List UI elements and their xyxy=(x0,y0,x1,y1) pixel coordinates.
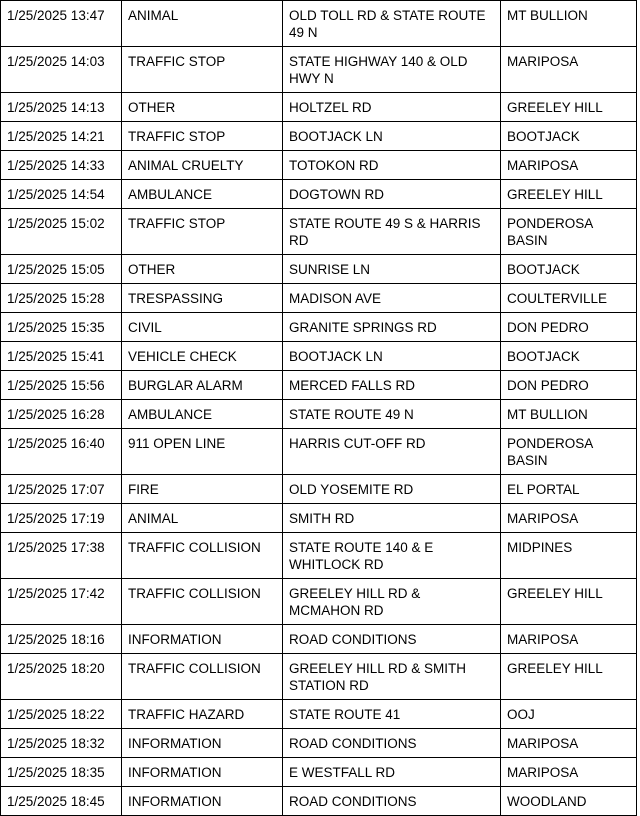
area-cell: GREELEY HILL xyxy=(501,579,637,625)
datetime-cell: 1/25/2025 15:28 xyxy=(1,284,122,313)
type-cell: TRESPASSING xyxy=(122,284,283,313)
area-cell: MT BULLION xyxy=(501,400,637,429)
datetime-cell: 1/25/2025 14:13 xyxy=(1,93,122,122)
datetime-cell: 1/25/2025 14:33 xyxy=(1,151,122,180)
datetime-cell: 1/25/2025 18:16 xyxy=(1,625,122,654)
location-cell: ROAD CONDITIONS xyxy=(283,787,501,816)
area-cell: DON PEDRO xyxy=(501,371,637,400)
datetime-cell: 1/25/2025 16:28 xyxy=(1,400,122,429)
area-cell: MARIPOSA xyxy=(501,729,637,758)
table-row xyxy=(1,533,637,579)
location-cell: E WESTFALL RD xyxy=(283,758,501,787)
type-cell: ANIMAL xyxy=(122,1,283,47)
table-row xyxy=(1,579,637,625)
type-cell: INFORMATION xyxy=(122,758,283,787)
location-cell: GRANITE SPRINGS RD xyxy=(283,313,501,342)
type-cell: TRAFFIC STOP xyxy=(122,209,283,255)
type-cell: AMBULANCE xyxy=(122,400,283,429)
type-cell: FIRE xyxy=(122,475,283,504)
type-cell: CIVIL xyxy=(122,313,283,342)
table-row xyxy=(1,93,637,122)
location-cell: HOLTZEL RD xyxy=(283,93,501,122)
table-row xyxy=(1,209,637,255)
datetime-cell: 1/25/2025 16:40 xyxy=(1,429,122,475)
datetime-cell: 1/25/2025 17:07 xyxy=(1,475,122,504)
location-cell: SMITH RD xyxy=(283,504,501,533)
type-cell: TRAFFIC COLLISION xyxy=(122,533,283,579)
location-cell: STATE ROUTE 49 N xyxy=(283,400,501,429)
table-row xyxy=(1,313,637,342)
location-cell: ROAD CONDITIONS xyxy=(283,625,501,654)
area-cell: MARIPOSA xyxy=(501,151,637,180)
table-row xyxy=(1,475,637,504)
table-row xyxy=(1,654,637,700)
datetime-cell: 1/25/2025 18:22 xyxy=(1,700,122,729)
location-cell: OLD YOSEMITE RD xyxy=(283,475,501,504)
area-cell: MARIPOSA xyxy=(501,504,637,533)
datetime-cell: 1/25/2025 14:03 xyxy=(1,47,122,93)
table-row xyxy=(1,429,637,475)
table-row xyxy=(1,371,637,400)
table-row xyxy=(1,342,637,371)
type-cell: ANIMAL xyxy=(122,504,283,533)
datetime-cell: 1/25/2025 15:35 xyxy=(1,313,122,342)
datetime-cell: 1/25/2025 15:56 xyxy=(1,371,122,400)
location-cell: HARRIS CUT-OFF RD xyxy=(283,429,501,475)
table-row xyxy=(1,625,637,654)
location-cell: SUNRISE LN xyxy=(283,255,501,284)
area-cell: GREELEY HILL xyxy=(501,93,637,122)
area-cell: GREELEY HILL xyxy=(501,180,637,209)
type-cell: TRAFFIC COLLISION xyxy=(122,654,283,700)
type-cell: OTHER xyxy=(122,93,283,122)
table-row xyxy=(1,700,637,729)
type-cell: TRAFFIC COLLISION xyxy=(122,579,283,625)
type-cell: TRAFFIC STOP xyxy=(122,47,283,93)
datetime-cell: 1/25/2025 14:54 xyxy=(1,180,122,209)
type-cell: 911 OPEN LINE xyxy=(122,429,283,475)
area-cell: PONDEROSA BASIN xyxy=(501,429,637,475)
location-cell: STATE ROUTE 49 S & HARRIS RD xyxy=(283,209,501,255)
area-cell: MIDPINES xyxy=(501,533,637,579)
type-cell: INFORMATION xyxy=(122,787,283,816)
location-cell: OLD TOLL RD & STATE ROUTE 49 N xyxy=(283,1,501,47)
location-cell: STATE ROUTE 41 xyxy=(283,700,501,729)
table-row xyxy=(1,284,637,313)
location-cell: MERCED FALLS RD xyxy=(283,371,501,400)
datetime-cell: 1/25/2025 18:35 xyxy=(1,758,122,787)
location-cell: STATE ROUTE 140 & E WHITLOCK RD xyxy=(283,533,501,579)
location-cell: BOOTJACK LN xyxy=(283,342,501,371)
datetime-cell: 1/25/2025 18:20 xyxy=(1,654,122,700)
location-cell: GREELEY HILL RD & MCMAHON RD xyxy=(283,579,501,625)
datetime-cell: 1/25/2025 15:05 xyxy=(1,255,122,284)
type-cell: INFORMATION xyxy=(122,625,283,654)
area-cell: MARIPOSA xyxy=(501,625,637,654)
area-cell: MARIPOSA xyxy=(501,758,637,787)
area-cell: EL PORTAL xyxy=(501,475,637,504)
datetime-cell: 1/25/2025 18:45 xyxy=(1,787,122,816)
area-cell: MT BULLION xyxy=(501,1,637,47)
type-cell: TRAFFIC HAZARD xyxy=(122,700,283,729)
table-row xyxy=(1,504,637,533)
type-cell: INFORMATION xyxy=(122,729,283,758)
type-cell: ANIMAL CRUELTY xyxy=(122,151,283,180)
area-cell: MARIPOSA xyxy=(501,47,637,93)
table-row xyxy=(1,758,637,787)
table-row xyxy=(1,787,637,816)
call-log-body xyxy=(1,1,637,816)
table-row xyxy=(1,729,637,758)
location-cell: STATE HIGHWAY 140 & OLD HWY N xyxy=(283,47,501,93)
location-cell: GREELEY HILL RD & SMITH STATION RD xyxy=(283,654,501,700)
type-cell: OTHER xyxy=(122,255,283,284)
table-row xyxy=(1,255,637,284)
datetime-cell: 1/25/2025 13:47 xyxy=(1,1,122,47)
datetime-cell: 1/25/2025 15:02 xyxy=(1,209,122,255)
location-cell: ROAD CONDITIONS xyxy=(283,729,501,758)
area-cell: BOOTJACK xyxy=(501,342,637,371)
table-row xyxy=(1,180,637,209)
area-cell: BOOTJACK xyxy=(501,255,637,284)
area-cell: COULTERVILLE xyxy=(501,284,637,313)
location-cell: DOGTOWN RD xyxy=(283,180,501,209)
table-row xyxy=(1,400,637,429)
datetime-cell: 1/25/2025 17:19 xyxy=(1,504,122,533)
table-row xyxy=(1,1,637,47)
type-cell: VEHICLE CHECK xyxy=(122,342,283,371)
area-cell: DON PEDRO xyxy=(501,313,637,342)
area-cell: OOJ xyxy=(501,700,637,729)
type-cell: BURGLAR ALARM xyxy=(122,371,283,400)
area-cell: BOOTJACK xyxy=(501,122,637,151)
area-cell: PONDEROSA BASIN xyxy=(501,209,637,255)
datetime-cell: 1/25/2025 15:41 xyxy=(1,342,122,371)
datetime-cell: 1/25/2025 17:42 xyxy=(1,579,122,625)
datetime-cell: 1/25/2025 17:38 xyxy=(1,533,122,579)
table-row xyxy=(1,47,637,93)
datetime-cell: 1/25/2025 14:21 xyxy=(1,122,122,151)
location-cell: TOTOKON RD xyxy=(283,151,501,180)
datetime-cell: 1/25/2025 18:32 xyxy=(1,729,122,758)
table-row xyxy=(1,122,637,151)
location-cell: BOOTJACK LN xyxy=(283,122,501,151)
table-row xyxy=(1,151,637,180)
area-cell: WOODLAND xyxy=(501,787,637,816)
type-cell: AMBULANCE xyxy=(122,180,283,209)
type-cell: TRAFFIC STOP xyxy=(122,122,283,151)
area-cell: GREELEY HILL xyxy=(501,654,637,700)
location-cell: MADISON AVE xyxy=(283,284,501,313)
